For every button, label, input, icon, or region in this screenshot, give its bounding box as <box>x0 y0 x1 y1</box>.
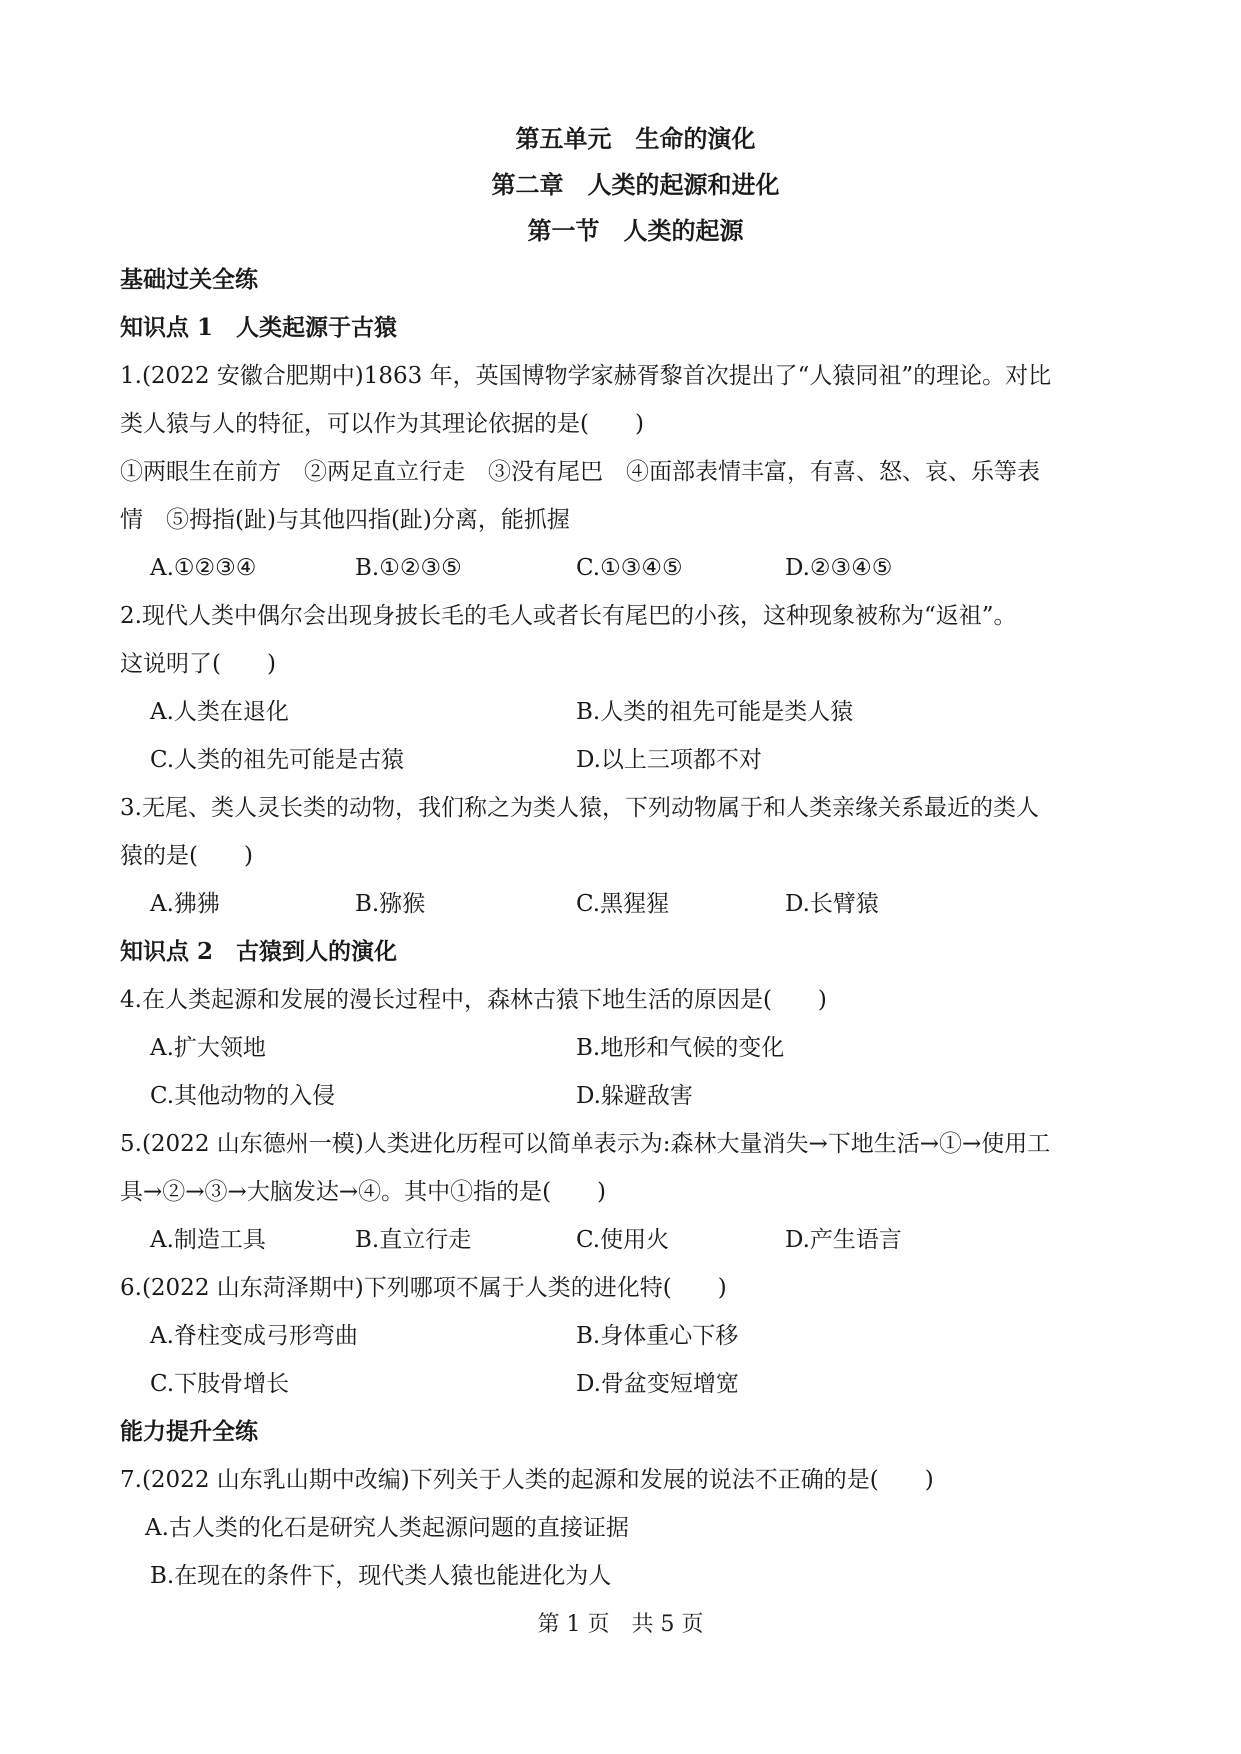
option-d[interactable]: D.躲避敌害 <box>576 1083 693 1109</box>
section-heading-advanced: 能力提升全练 <box>120 1418 258 1445</box>
options-row <box>120 736 1130 784</box>
unit-title: 第五单元 生命的演化 <box>515 124 756 153</box>
option-d[interactable]: D.以上三项都不对 <box>576 747 762 773</box>
option-c[interactable]: C.黑猩猩 <box>576 891 670 917</box>
title-block <box>0 116 1241 254</box>
question-6 <box>120 1264 1130 1408</box>
option-b[interactable]: B.人类的祖先可能是类人猿 <box>576 699 854 725</box>
question-text: 情 ⑤拇指(趾)与其他四指(趾)分离，能抓握 <box>120 507 570 533</box>
question-text: 猿的是( ) <box>120 843 253 869</box>
option-b[interactable]: B.猕猴 <box>355 891 426 917</box>
option-c[interactable]: C.其他动物的入侵 <box>150 1083 336 1109</box>
option-b[interactable]: B.地形和气候的变化 <box>576 1035 785 1061</box>
option-c[interactable]: C.①③④⑤ <box>576 555 683 581</box>
options-row <box>120 1312 1130 1360</box>
question-text: 2.现代人类中偶尔会出现身披长毛的毛人或者长有尾巴的小孩，这种现象被称为“返祖”。 <box>120 603 1017 629</box>
option-b[interactable]: B.直立行走 <box>355 1227 472 1253</box>
option-b[interactable]: B.①②③⑤ <box>355 555 462 581</box>
question-text: ①两眼生在前方 ②两足直立行走 ③没有尾巴 ④面部表情丰富，有喜、怒、哀、乐等表 <box>120 459 1040 485</box>
option-a[interactable]: A.①②③④ <box>150 555 257 581</box>
option-d[interactable]: D.骨盆变短增宽 <box>576 1371 739 1397</box>
question-text: 这说明了( ) <box>120 651 276 677</box>
option-d[interactable]: D.②③④⑤ <box>785 555 893 581</box>
question-4 <box>120 976 1130 1120</box>
question-text: 1.(2022 安徽合肥期中)1863 年，英国博物学家赫胥黎首次提出了“人猿同祖”的理论。对比 <box>120 363 1052 389</box>
question-text: 类人猿与人的特征，可以作为其理论依据的是( ) <box>120 411 644 437</box>
question-text: 3.无尾、类人灵长类的动物，我们称之为类人猿，下列动物属于和人类亲缘关系最近的类人 <box>120 795 1039 821</box>
options-row <box>120 1216 1130 1264</box>
option-a[interactable]: A.狒狒 <box>150 891 220 917</box>
option-a[interactable]: A.制造工具 <box>150 1227 266 1253</box>
question-text: 具→②→③→大脑发达→④。其中①指的是( ) <box>120 1179 607 1205</box>
options-row <box>120 1360 1130 1408</box>
option-b[interactable]: B.在现在的条件下，现代类人猿也能进化为人 <box>150 1563 612 1589</box>
option-c[interactable]: C.使用火 <box>576 1227 670 1253</box>
question-text: 5.(2022 山东德州一模)人类进化历程可以简单表示为:森林大量消失→下地生活→①→使用工 <box>120 1131 1051 1157</box>
question-1 <box>120 352 1130 592</box>
option-a[interactable]: A.脊柱变成弓形弯曲 <box>150 1323 358 1349</box>
option-a[interactable]: A.古人类的化石是研究人类起源问题的直接证据 <box>145 1515 629 1541</box>
section-title: 第一节 人类的起源 <box>527 216 744 245</box>
options-row <box>120 1072 1130 1120</box>
option-a[interactable]: A.扩大领地 <box>150 1035 266 1061</box>
options-row <box>120 544 1130 592</box>
question-text: 6.(2022 山东菏泽期中)下列哪项不属于人类的进化特( ) <box>120 1275 727 1301</box>
chapter-title: 第二章 人类的起源和进化 <box>491 170 780 199</box>
option-c[interactable]: C.下肢骨增长 <box>150 1371 290 1397</box>
option-d[interactable]: D.长臂猿 <box>785 891 879 917</box>
question-2 <box>120 592 1130 784</box>
question-text: 7.(2022 山东乳山期中改编)下列关于人类的起源和发展的说法不正确的是( ) <box>120 1467 934 1493</box>
section-heading-basic: 基础过关全练 <box>120 266 258 293</box>
options-row <box>120 880 1130 928</box>
exercise-body <box>120 256 1130 1600</box>
knowledge-point-2: 知识点 2 古猿到人的演化 <box>120 938 398 965</box>
option-c[interactable]: C.人类的祖先可能是古猿 <box>150 747 405 773</box>
question-5 <box>120 1120 1130 1264</box>
options-row <box>120 1024 1130 1072</box>
question-7 <box>120 1456 1130 1600</box>
question-text: 4.在人类起源和发展的漫长过程中，森林古猿下地生活的原因是( ) <box>120 987 827 1013</box>
option-a[interactable]: A.人类在退化 <box>150 699 289 725</box>
question-3 <box>120 784 1130 928</box>
options-row <box>120 688 1130 736</box>
option-d[interactable]: D.产生语言 <box>785 1227 902 1253</box>
page-number: 第 1 页 共 5 页 <box>537 1612 704 1637</box>
knowledge-point-1: 知识点 1 人类起源于古猿 <box>120 314 398 341</box>
option-b[interactable]: B.身体重心下移 <box>576 1323 739 1349</box>
